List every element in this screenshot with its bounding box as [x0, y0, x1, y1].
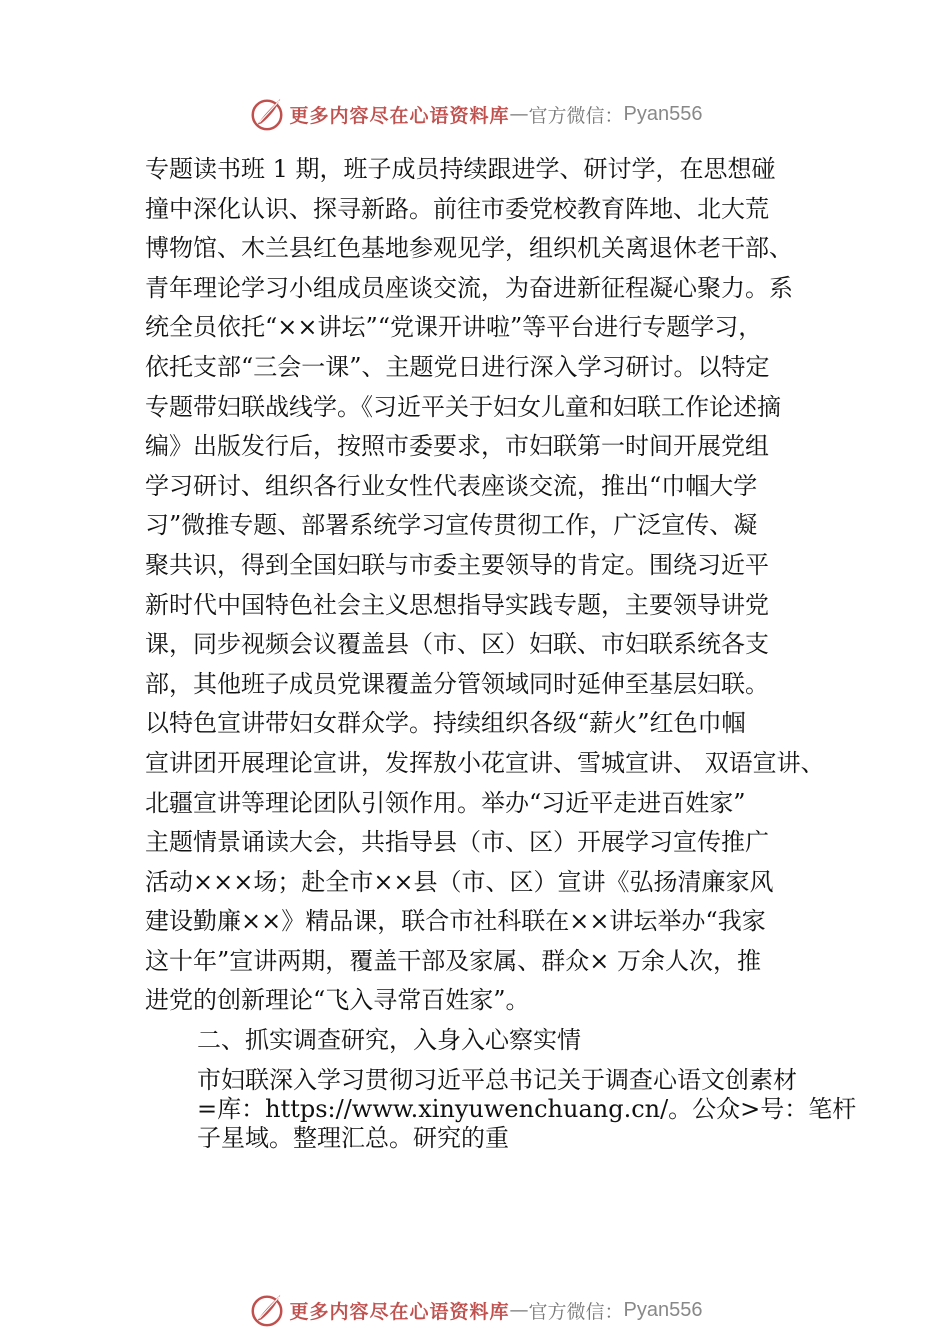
body-line: 部，其他班子成员党课覆盖分管领域同时延伸至基层妇联。 [145, 669, 769, 698]
body-line: 以特色宣讲带妇女群众学。持续组织各级“薪火”红色巾帼 [145, 709, 746, 738]
body-line: 北疆宣讲等理论团队引领作用。举办“习近平走进百姓家” [145, 788, 746, 817]
document-body [145, 150, 845, 1061]
watermark-wechat-id: Pyan556 [623, 1298, 703, 1321]
body-line: 宣讲团开展理论宣讲，发挥敖小花宣讲、雪城宣讲、 双语宣讲、 [145, 748, 825, 777]
quill-pen-logo-icon [248, 95, 286, 133]
body-line: 博物馆、木兰县红色基地参观见学，组织机关离退休老干部、 [145, 234, 793, 263]
watermark-wechat-id: Pyan556 [623, 102, 703, 125]
tail-line: 市妇联深入学习贯彻习近平总书记关于调查心语文创素材 [197, 1066, 797, 1094]
body-line: 这十年”宣讲两期，覆盖干部及家属、群众× 万余人次，推 [145, 946, 762, 975]
watermark-separator: — [509, 1299, 529, 1321]
header-watermark [0, 92, 950, 136]
body-line: 学习研讨、组织各行业女性代表座谈交流，推出“巾帼大学 [145, 471, 758, 500]
body-line: 撞中深化认识、探寻新路。前往市委党校教育阵地、北大荒 [145, 194, 769, 223]
body-line: 编》出版发行后，按照市委要求，市妇联第一时间开展党组 [145, 432, 769, 461]
watermark-separator: — [509, 103, 529, 125]
watermark-wechat-label: 官方微信： [528, 104, 624, 127]
body-line: 主题情景诵读大会，共指导县（市、区）开展学习宣传推广 [145, 828, 769, 857]
document-tail-paragraph [197, 1066, 857, 1153]
body-line: 青年理论学习小组成员座谈交流，为奋进新征程凝心聚力。系 [145, 273, 793, 302]
body-line: 依托支部“三会一课”、主题党日进行深入学习研讨。以特定 [145, 352, 770, 381]
body-line: 专题带妇联战线学。《习近平关于妇女儿童和妇联工作论述摘 [145, 392, 781, 421]
body-line: 新时代中国特色社会主义思想指导实践专题，主要领导讲党 [145, 590, 769, 619]
body-line: 专题读书班 1 期，班子成员持续跟进学、研讨学，在思想碰 [145, 155, 776, 183]
tail-line: 子星域。整理汇总。研究的重 [197, 1124, 509, 1152]
section-heading: 二、抓实调查研究，入身入心察实情 [197, 1026, 581, 1055]
watermark-text: 更多内容尽在心语资料库 [289, 104, 510, 127]
body-line: 习”微推专题、部署系统学习宣传贯彻工作，广泛宣传、凝 [145, 511, 758, 540]
quill-pen-logo-icon [248, 1291, 286, 1329]
body-line: 建设勤廉××》精品课，联合市社科联在××讲坛举办“我家 [145, 907, 766, 936]
tail-line: =库：https://www.xinyuwenchuang.cn/。公众>号：笔杆 [197, 1095, 857, 1123]
body-line: 课，同步视频会议覆盖县（市、区）妇联、市妇联系统各支 [145, 630, 769, 659]
body-line: 进党的创新理论“飞入寻常百姓家”。 [145, 986, 530, 1015]
body-line: 统全员依托“××讲坛”“党课开讲啦”等平台进行专题学习， [145, 313, 763, 342]
body-line: 活动×××场；赴全市××县（市、区）宣讲《弘扬清廉家风 [145, 867, 774, 896]
watermark-text: 更多内容尽在心语资料库 [289, 1300, 510, 1323]
footer-watermark [0, 1288, 950, 1332]
body-line: 聚共识，得到全国妇联与市委主要领导的肯定。围绕习近平 [145, 550, 769, 579]
watermark-wechat-label: 官方微信： [528, 1300, 624, 1323]
